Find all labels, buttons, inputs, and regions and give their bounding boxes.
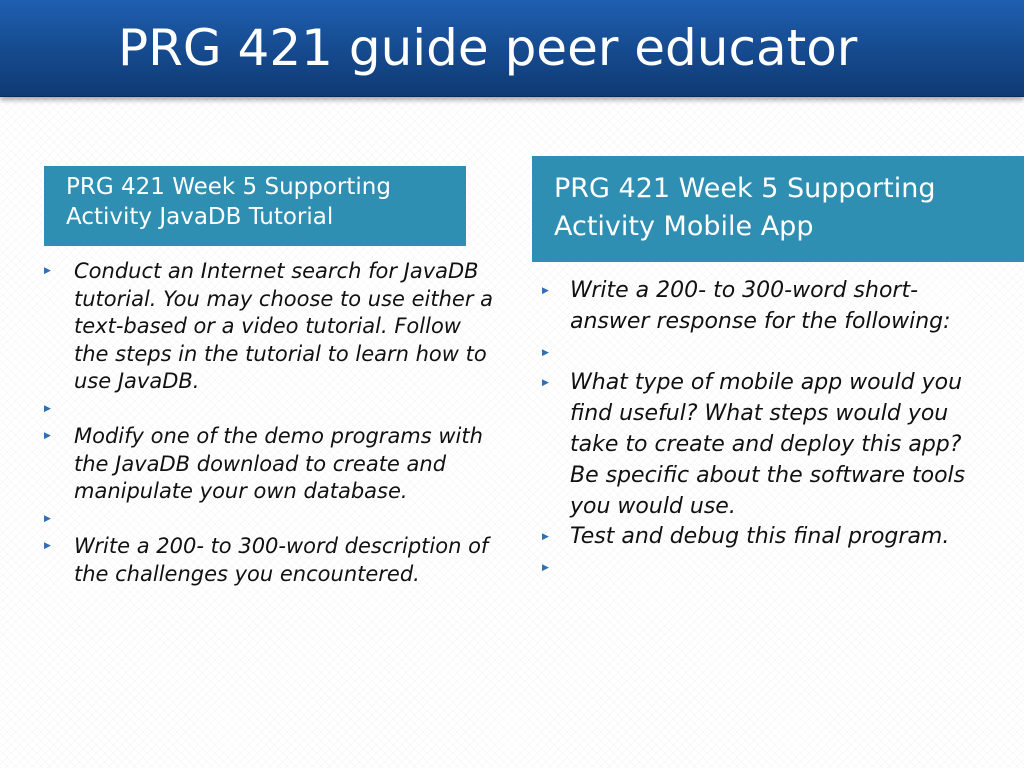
list-item-text — [570, 555, 577, 580]
list-item — [44, 258, 496, 396]
list-item-text — [570, 340, 577, 365]
list-item — [44, 506, 496, 534]
bullet-arrow-icon: ▶ — [44, 266, 51, 276]
slide-title: PRG 421 guide peer educator — [118, 19, 858, 77]
list-item-text: What type of mobile app would you find useful? What steps would you take to create and deploy this app? Be specific about the software tools you would use. — [570, 370, 966, 519]
title-bar — [0, 0, 1024, 97]
bullet-arrow-icon: ▶ — [44, 403, 51, 414]
bullet-arrow-icon: ▶ — [542, 286, 549, 296]
list-item — [540, 553, 980, 584]
bullet-arrow-icon: ▶ — [542, 378, 549, 389]
bullet-arrow-icon: ▶ — [44, 541, 51, 551]
right-bullet-list — [540, 276, 980, 584]
bullet-arrow-icon: ▶ — [542, 347, 549, 358]
bullet-arrow-icon: ▶ — [44, 513, 51, 524]
right-column-header — [532, 156, 1024, 262]
list-item-text: Conduct an Internet search for JavaDB tutorial. You may choose to use either a text-based or a video tutorial. Follow the steps in the tutorial to learn how to use JavaDB. — [74, 259, 494, 393]
right-header-line-2: Activity Mobile App — [554, 211, 814, 242]
bullet-arrow-icon: ▶ — [542, 532, 549, 543]
left-header-line-2: Activity JavaDB Tutorial — [66, 204, 334, 230]
left-header-line-1: PRG 421 Week 5 Supporting — [66, 174, 391, 200]
list-item-text: Write a 200- to 300-word description of the challenges you encountered. — [74, 534, 489, 586]
bullet-arrow-icon: ▶ — [44, 431, 51, 441]
list-item — [540, 338, 980, 369]
bullet-arrow-icon: ▶ — [542, 563, 549, 574]
list-item-text — [74, 507, 81, 531]
list-item-text — [74, 397, 81, 421]
list-item-text: Write a 200- to 300-word short-answer response for the following: — [570, 278, 951, 334]
left-column-header — [44, 166, 466, 246]
list-item — [540, 368, 980, 522]
list-item — [44, 423, 496, 506]
list-item — [44, 396, 496, 424]
right-header-line-1: PRG 421 Week 5 Supporting — [554, 173, 936, 204]
list-item-text: Modify one of the demo programs with the JavaDB download to create and manipulate your own database. — [74, 424, 483, 503]
list-item-text: Test and debug this final program. — [570, 524, 950, 550]
list-item — [540, 276, 980, 338]
left-bullet-list — [44, 258, 496, 588]
list-item — [44, 533, 496, 588]
list-item — [540, 522, 980, 553]
